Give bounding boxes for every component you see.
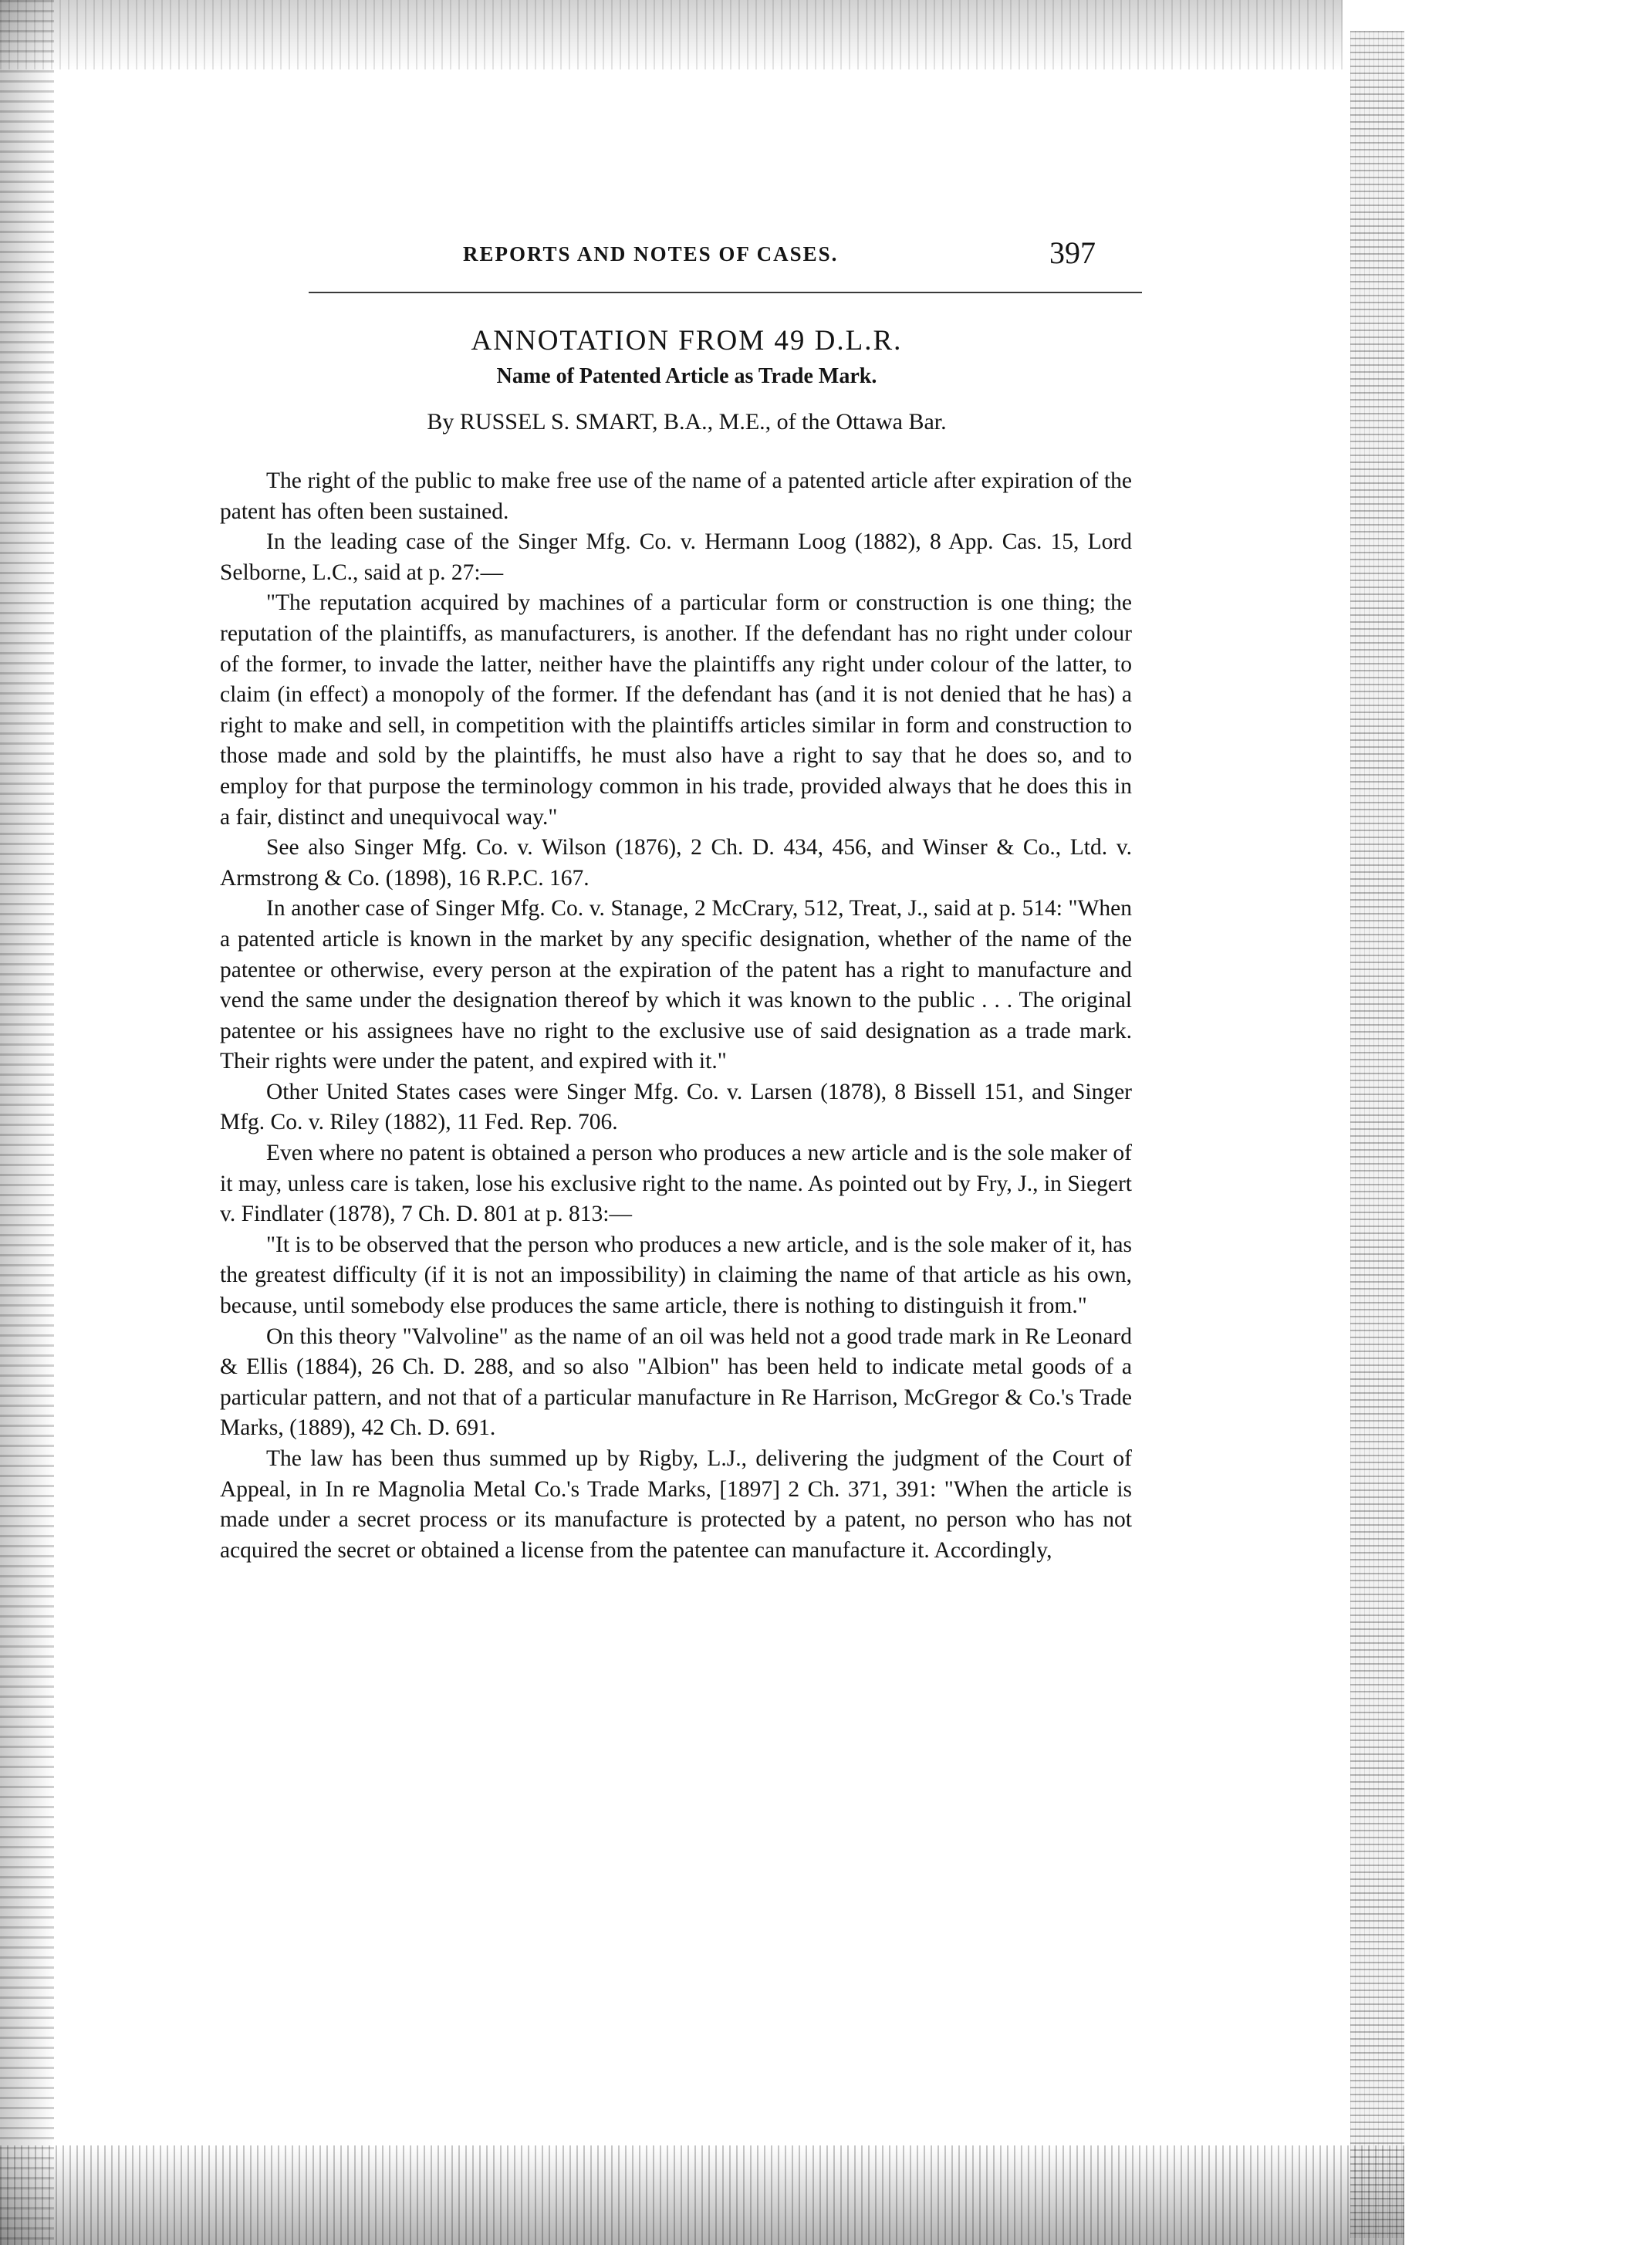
page-number: 397 — [1049, 235, 1096, 270]
scan-edge-bottom — [0, 2145, 1404, 2245]
scan-edge-left — [0, 0, 54, 2245]
paragraph: See also Singer Mfg. Co. v. Wilson (1876), 2 Ch. D. 434, 456, and Winser & Co., Ltd. v. Armstrong & Co. (1898), 16 R.P.C. 167. — [220, 835, 1132, 891]
paragraph: On this theory "Valvoline" as the name of an oil was held not a good trade mark in Re Leonard & Ellis (1884), 26 Ch. D. 288, and so also "Albion" has been held to indicate metal goods of a particular pattern, and not that of a particular manufacture in Re Harrison, McGregor & Co.'s Trade Marks, (1889), 42 Ch. D. 691. — [220, 1324, 1132, 1441]
page-header — [463, 235, 1142, 289]
paragraph: In the leading case of the Singer Mfg. Co. v. Hermann Loog (1882), 8 App. Cas. 15, Lord Selborne, L.C., said at p. 27:— — [220, 529, 1132, 585]
header-rule — [309, 292, 1142, 293]
title-block — [231, 324, 1142, 440]
paragraph: In another case of Singer Mfg. Co. v. Stanage, 2 McCrary, 512, Treat, J., said at p. 514: "When a patented article is known in the market by any specific designation, whether of the name of the patentee or otherwise, every person at the expiration of the patent has a right to manufacture and vend the same under the designation thereof by which it was known to the public . . . The original patentee or his assignees have no right to the exclusive use of said designation as a trade mark. Their rights were under the patent, and expired with it." — [220, 896, 1132, 1074]
paragraph: Other United States cases were Singer Mfg. Co. v. Larsen (1878), 8 Bissell 151, and Singer Mfg. Co. v. Riley (1882), 11 Fed. Rep. 706. — [220, 1079, 1132, 1135]
quote-paragraph: "The reputation acquired by machines of a particular form or construction is one thing; the reputation of the plaintiffs, as manufacturers, is another. If the defendant has no right under colour of the former, to invade the latter, neither have the plaintiffs any right under colour of the latter, to claim (in effect) a monopoly of the former. If the defendant has (and it is not denied that he has) a right to make and sell, in competition with the plaintiffs articles similar in form and construction to those made and sold by the plaintiffs, he must also have a right to say that he does so, and to employ for that purpose the terminology common in his trade, provided always that he does this in a fair, distinct and unequivocal way." — [220, 590, 1132, 830]
paragraph: Even where no patent is obtained a person who produces a new article and is the sole maker of it may, unless care is taken, lose his exclusive right to the name. As pointed out by Fry, J., in Siegert v. Findlater (1878), 7 Ch. D. 801 at p. 813:— — [220, 1141, 1132, 1227]
article-subtitle: Name of Patented Article as Trade Mark. — [496, 364, 877, 388]
body-text — [220, 466, 1132, 1566]
annotation-title: ANNOTATION FROM 49 D.L.R. — [471, 325, 903, 357]
running-head: REPORTS AND NOTES OF CASES. — [463, 242, 839, 265]
author-line: By RUSSEL S. SMART, B.A., M.E., of the Ottawa Bar. — [427, 409, 947, 434]
paragraph: The law has been thus summed up by Rigby, L.J., delivering the judgment of the Court of Appeal, in In re Magnolia Metal Co.'s Trade Marks, [1897] 2 Ch. 371, 391: "When the article is made under a secret process or its manufacture is protected by a patent, no person who has not acquired the secret or obtained a license from the patentee can manufacture it. Accordingly, — [220, 1446, 1132, 1563]
quote-paragraph: "It is to be observed that the person who produces a new article, and is the sole maker of it, has the greatest difficulty (if it is not an impossibility) in claiming the name of that article as his own, because, until somebody else produces the same article, there is nothing to distinguish it from." — [220, 1232, 1132, 1319]
paragraph: The right of the public to make free use of the name of a patented article after expiration of the patent has often been sustained. — [220, 468, 1132, 524]
scan-edge-right — [1350, 31, 1404, 2238]
